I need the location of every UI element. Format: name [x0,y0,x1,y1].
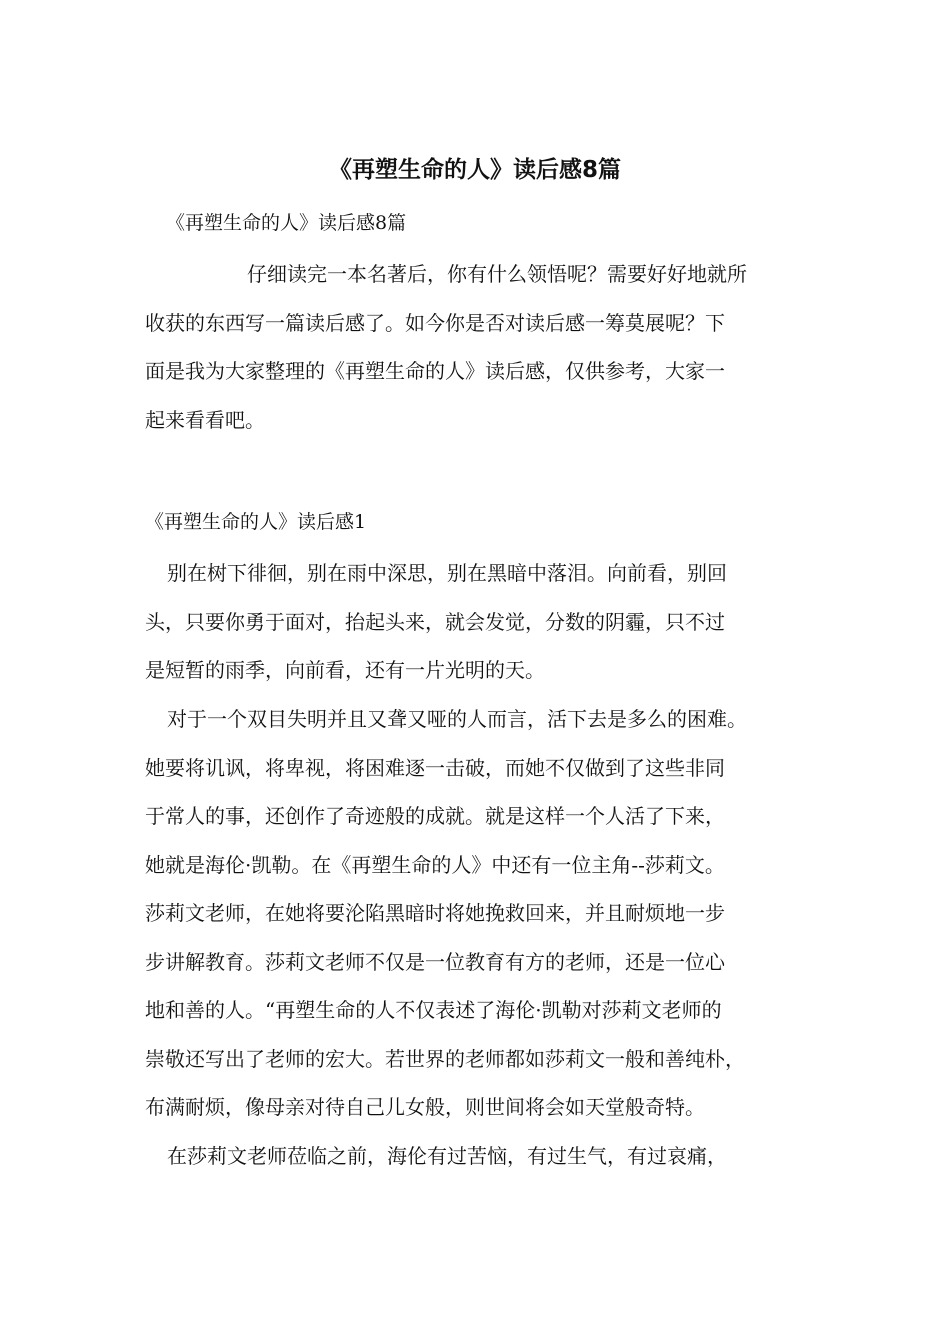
body-paragraph-1 [145,549,835,695]
paragraph-line: 是短暂的雨季，向前看，还有一片光明的天。 [145,658,545,682]
paragraph-line: 崇敬还写出了老师的宏大。若世界的老师都如莎莉文一般和善纯朴， [145,1046,745,1071]
document-title: 《再塑生命的人》读后感8篇 [328,157,621,183]
paragraph-line: 对于一个双目失明并且又聋又哑的人而言，活下去是多么的困难。 [167,707,747,731]
paragraph-line: 步讲解教育。莎莉文老师不仅是一位教育有方的老师，还是一位心 [145,949,725,974]
document-subtitle: 《再塑生命的人》读后感8篇 [166,212,407,234]
intro-line: 面是我为大家整理的《再塑生命的人》读后感，仅供参考，大家一 [145,359,725,383]
paragraph-line: 布满耐烦，像母亲对待自己儿女般，则世间将会如天堂般奇特。 [145,1095,705,1119]
paragraph-line: 她就是海伦·凯勒。在《再塑生命的人》中还有一位主角--莎莉文。 [145,852,725,877]
intro-line: 收获的东西写一篇读后感了。如今你是否对读后感一筹莫展呢？下 [145,310,725,335]
intro-paragraph [145,250,835,444]
paragraph-line: 莎莉文老师，在她将要沦陷黑暗时将她挽救回来，并且耐烦地一步 [145,901,725,925]
paragraph-line: 她要将讥讽，将卑视，将困难逐一击破，而她不仅做到了这些非同 [145,755,725,780]
body-paragraph-2 [145,695,835,1132]
paragraph-line: 在莎莉文老师莅临之前，海伦有过苦恼，有过生气，有过哀痛， [167,1144,727,1168]
intro-line: 起来看看吧。 [145,407,265,432]
section-heading: 《再塑生命的人》读后感1 [145,511,367,533]
body-paragraph-3 [145,1132,835,1181]
paragraph-line: 别在树下徘徊，别在雨中深思，别在黑暗中落泪。向前看，别回 [167,561,727,585]
paragraph-line: 于常人的事，还创作了奇迹般的成就。就是这样一个人活了下来， [145,804,725,828]
paragraph-line: 头，只要你勇于面对，抬起头来，就会发觉，分数的阴霾，只不过 [145,609,725,634]
paragraph-line: 地和善的人。“再塑生命的人不仅表述了海伦·凯勒对莎莉文老师的 [145,998,722,1022]
intro-line: 仔细读完一本名著后，你有什么领悟呢？需要好好地就所 [247,262,747,286]
